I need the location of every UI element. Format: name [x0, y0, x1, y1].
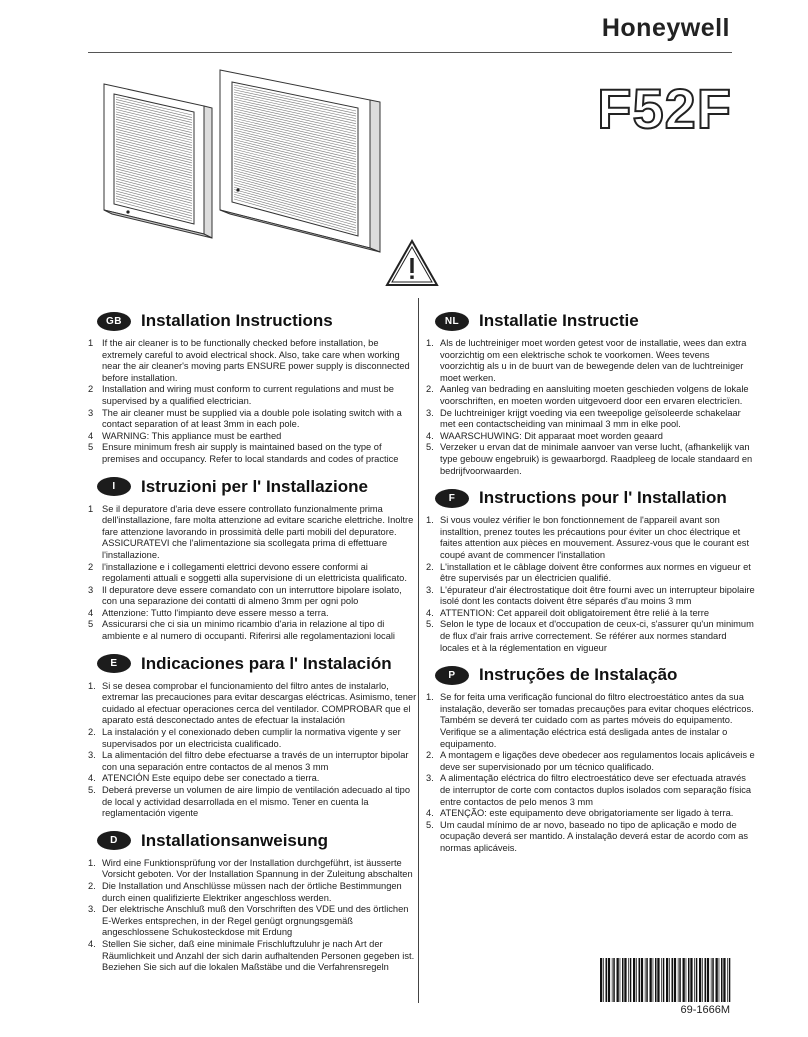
instruction-list [88, 681, 418, 820]
list-item: 1. Wird eine Funktionsprüfung vor der Installation durchgeführt, ist äusserte Vorsicht geboten. Vor der Installation Spannung in der Zuleitung abschalten [88, 857, 413, 880]
section-heading [426, 483, 756, 513]
section-d [88, 826, 418, 974]
language-badge-i: I [97, 477, 131, 496]
list-item: 5. Verzeker u ervan dat de minimale aanvoer van verse lucht, (afhankelijk van type gebouw engebruik) is gewaarborgd. Raadpleeg de locale standaard en bedrijfvoorwaarden. [426, 442, 753, 476]
barcode [600, 958, 732, 1002]
header-rule [88, 52, 732, 53]
section-heading [88, 826, 418, 856]
indicator-dot [126, 210, 129, 213]
warning-triangle-icon [384, 238, 440, 288]
section-f [426, 483, 756, 654]
list-item: 3. L'épurateur d'air électrostatique doit être fourni avec un interrupteur bipolaire isolé dont les contacts doivent être séparés d'au moins 3 mm [426, 584, 755, 607]
list-item: 2. Aanleg van bedrading en aansluiting moeten geschieden volgens de lokale voorschriften, en moeten worden uitgevoerd door een ervaren electricïen. [426, 384, 749, 406]
list-item: 1. Als de luchtreiniger moet worden getest voor de installatie, wees dan extra voorzichtig om een elektrische schok te voorkomen. Wees tevens voorzichtig als u in de buurt van de bewegende delen van de luchtreiniger moet werken. [426, 338, 747, 383]
list-item: 3 Il depuratore deve essere comandato con un interruttore bipolare isolato, con una separazione dei contatti di almeno 3mm per ogni polo [88, 584, 402, 607]
list-item: 5. Selon le type de locaux et d'occupation de ceux-ci, s'assurer qu'un minimum de flux d'air frais arrive correctement. Se référer aux normes standard locales et à la réglementation en vigueur [426, 619, 754, 653]
model-number: F52F [597, 77, 732, 140]
list-item: 4. ATENCIÓN Este equipo debe ser conectado a tierra. [88, 773, 320, 784]
list-item: 2. La instalación y el conexionado deben cumplir la normativa vigente y ser supervisados por un electricista cualificado. [88, 727, 401, 749]
column-divider [418, 298, 419, 1003]
list-item: 4 WARNING: This appliance must be earthed [88, 430, 282, 441]
list-item: 5. Um caudal mínimo de ar novo, baseado no tipo de aplicação e modo de ocupação deverá ser mantido. A instalação deverá estar de acordo com as normas aplicáveis. [426, 819, 749, 853]
section-heading [88, 472, 418, 502]
section-title: Istruzioni per l' Installazione [141, 476, 368, 496]
list-item: 4. Stellen Sie sicher, daß eine minimale Frischluftzuluhr je nach Art der Räumlichkeit und Anzahl der sich darin aufhaltenden Personen gegeben ist. Beziehen Sie sich auf die lokalen Maßstäbe und die Verfahrensregeln [88, 938, 415, 973]
list-item: 2. A montagem e ligações deve obedecer aos regulamentos locais aplicáveis e deve ser supervisionado por um técnico qualificado. [426, 750, 755, 772]
list-item: 1. Si se desea comprobar el funcionamiento del filtro antes de instalarlo, extremar las precauciones para evitar descargas eléctricas. Asimismo, tener cuidado al efectuar operaciones cerca del ventilador. COMPROBAR que el aparato está desconectado antes de efectuar la instalación [88, 680, 417, 726]
list-item: 2. L'installation et le câblage doivent être conformes aux normes en vigueur et être supervisés par un électricien qualifié. [426, 561, 751, 584]
list-item: 2 Installation and wiring must conform to current regulations and must be supervised by a qualified electrician. [88, 384, 394, 406]
section-title: Installatie Instructie [479, 311, 639, 330]
section-e [88, 649, 418, 820]
left-column [88, 306, 418, 974]
brand-logo: Honeywell [601, 14, 730, 42]
instruction-list [88, 504, 418, 643]
list-item: 4 Attenzione: Tutto l'impianto deve essere messo a terra. [88, 607, 329, 618]
section-gb [88, 306, 418, 466]
instruction-list [426, 338, 756, 477]
language-badge-nl: NL [435, 312, 469, 331]
instruction-list [88, 338, 418, 466]
list-item: 5 Ensure minimum fresh air supply is maintained based on the type of premises and occupancy. Refer to local standards and codes of practice [88, 442, 399, 464]
list-item: 4. ATTENTION: Cet appareil doit obligatoirement être relié à la terre [426, 607, 710, 618]
list-item: 3. De luchtreiniger krijgt voeding via een tweepolige geïsoleerde schakelaar met een contactscheiding van minimaal 3 mm in elke pool. [426, 407, 741, 430]
list-item: 3. A alimentação eléctrica do filtro electroestático deve ser efectuada através de interruptor de corte com contactos duplos isolados com separação física entre contactos de pelo menos 3 mm [426, 773, 752, 807]
list-item: 2 l'installazione e i collegamenti elettrici devono essere conformi ai regolamenti attuali e soggetti alla supervisione di un elettricista qualificato. [88, 561, 407, 584]
list-item: 3. La alimentación del filtro debe efectuarse a través de un interruptor bipolar con una separación entre contactos de al menos 3 mm [88, 750, 409, 772]
list-item: 5. Deberá preverse un volumen de aire limpio de ventilación adecuado al tipo de local y actividad desarrollada en el mismo. Tener en cuenta la reglamentación vigente [88, 785, 411, 819]
section-title: Installation Instructions [141, 311, 333, 330]
instruction-list [426, 515, 756, 654]
list-item: 3 The air cleaner must be supplied via a double pole isolating switch with a contact separation of at least 3mm in each pole. [88, 407, 402, 430]
section-title: Instruções de Instalação [479, 665, 678, 685]
list-item: 1 Se il depuratore d'aria deve essere controllato funzionalmente prima dell'installazione, fare molta attenzione ad evitare scariche elettriche. Inoltre fare attenzione lavorando in prossimità delle parti mobili del depuratore. ASSICURATEVI che l'alimentazione sia scollegata prima di effettuare l'installazione. [88, 503, 414, 560]
list-item: 1 If the air cleaner is to be functionally checked before installation, be extremely careful to avoid electrical shock. Also, take care when working near the air cleaner's moving parts ENSURE power supply is disconnected before installation. [88, 338, 410, 383]
language-badge-d: D [97, 831, 131, 850]
list-item: 2. Die Installation und Anschlüsse müssen nach der örtliche Bestimmungen durch einen qualifizierte Elektriker angeschloss werden. [88, 880, 402, 903]
document-number: 69-1666M [680, 1004, 730, 1016]
section-heading [88, 649, 418, 679]
list-item: 1. Se for feita uma verificação funcional do filtro electroestático antes da sua instalação, deverão ser tomadas precauções para evitar choques eléctricos. Também se deverá ter cuidado com as partes móveis do equipamento. Verifique se a alimentação eléctrica está desligada antes de instalar o equipamento. [426, 692, 754, 749]
indicator-dot [236, 188, 239, 191]
section-nl [426, 306, 756, 477]
instruction-list [88, 858, 418, 974]
language-badge-e: E [97, 654, 131, 673]
instruction-list [426, 692, 756, 854]
section-heading [88, 306, 418, 336]
list-item: 4. WAARSCHUWING: Dit apparaat moet worden geaard [426, 430, 663, 441]
section-title: Instructions pour l' Installation [479, 488, 727, 508]
section-title: Installationsanweisung [141, 830, 329, 850]
language-badge-gb: GB [97, 312, 131, 331]
list-item: 1. Si vous voulez vérifier le bon fonctionnement de l'appareil avant son installtion, prenez toutes les précautions pour éviter un choc électrique et faites attention aux pièces en mouvement. Assurez-vous que le courant est coupé avant de commencer l'installation [426, 515, 750, 560]
section-title: Indicaciones para l' Instalación [141, 653, 392, 673]
section-i [88, 472, 418, 643]
right-column [426, 306, 756, 855]
list-item: 4. ATENÇÃO: este equipamento deve obrigatoriamente ser ligado à terra. [426, 808, 734, 819]
section-heading [426, 660, 756, 690]
language-badge-f: F [435, 489, 469, 508]
list-item: 5 Assicurarsi che ci sia un minimo ricambio d'aria in relazione al tipo di ambiente e al numero di occupanti. Riferirsi alle regolamentazioni locali [88, 619, 396, 642]
section-p [426, 660, 756, 854]
section-heading [426, 306, 756, 336]
language-badge-p: P [435, 666, 469, 685]
list-item: 3. Der elektrische Anschluß muß den Vorschriften des VDE und des örtlichen E-Werkes entsprechen, in der Regel genügt orgnungsgemäß angeschlossene Schukosteckdose mit Erdung [88, 904, 409, 938]
